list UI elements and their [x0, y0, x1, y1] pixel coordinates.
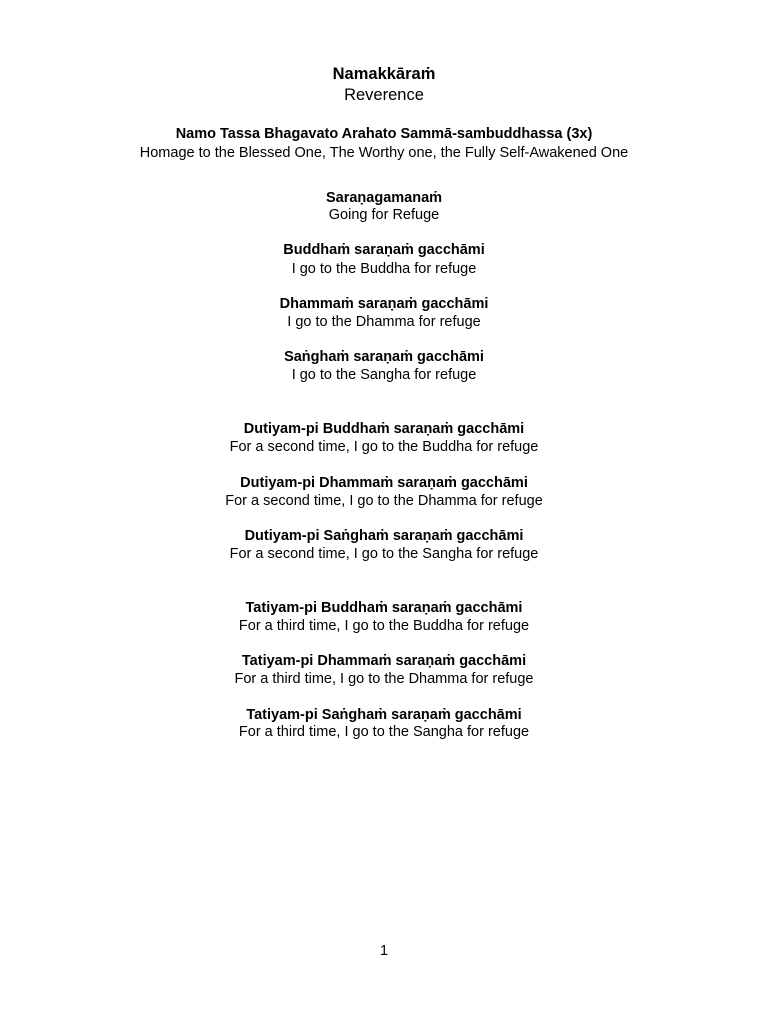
third-sangha-english: For a third time, I go to the Sangha for refuge [238, 724, 530, 740]
refuge-heading-english: Going for Refuge [328, 207, 440, 223]
refuge-sangha-english: I go to the Sangha for refuge [291, 367, 477, 383]
refuge-sangha-pali: Saṅghaṁ saraṇaṁ gacchāmi [284, 349, 484, 365]
refuge-heading-pali: Saraṇagamanaṁ [325, 190, 443, 206]
second-sangha-pali: Dutiyam-pi Saṅghaṁ saraṇaṁ gacchāmi [244, 528, 524, 544]
homage-english: Homage to the Blessed One, The Worthy one, the Fully Self-Awakened One [139, 145, 629, 161]
second-dhamma-english: For a second time, I go to the Dhamma for refuge [225, 493, 543, 509]
second-dhamma-pali: Dutiyam-pi Dhammaṁ saraṇaṁ gacchāmi [240, 475, 528, 491]
page-subtitle: Reverence [344, 86, 424, 104]
refuge-dhamma-english: I go to the Dhamma for refuge [287, 314, 481, 330]
page-title: Namakkāraṁ [332, 65, 436, 83]
third-buddha-english: For a third time, I go to the Buddha for refuge [238, 618, 530, 634]
third-dhamma-english: For a third time, I go to the Dhamma for refuge [234, 671, 534, 687]
homage-pali: Namo Tassa Bhagavato Arahato Sammā-sambuddhassa (3x) [175, 126, 593, 142]
refuge-dhamma-pali: Dhammaṁ saraṇaṁ gacchāmi [279, 296, 489, 312]
refuge-buddha-pali: Buddhaṁ saraṇaṁ gacchāmi [283, 242, 485, 258]
second-buddha-english: For a second time, I go to the Buddha for refuge [229, 439, 539, 455]
third-dhamma-pali: Tatiyam-pi Dhammaṁ saraṇaṁ gacchāmi [241, 653, 527, 669]
second-buddha-pali: Dutiyam-pi Buddhaṁ saraṇaṁ gacchāmi [243, 421, 525, 437]
page-number: 1 [379, 943, 389, 959]
third-sangha-pali: Tatiyam-pi Saṅghaṁ saraṇaṁ gacchāmi [246, 707, 522, 723]
second-sangha-english: For a second time, I go to the Sangha for refuge [229, 546, 539, 562]
refuge-buddha-english: I go to the Buddha for refuge [291, 261, 477, 277]
third-buddha-pali: Tatiyam-pi Buddhaṁ saraṇaṁ gacchāmi [245, 600, 523, 616]
